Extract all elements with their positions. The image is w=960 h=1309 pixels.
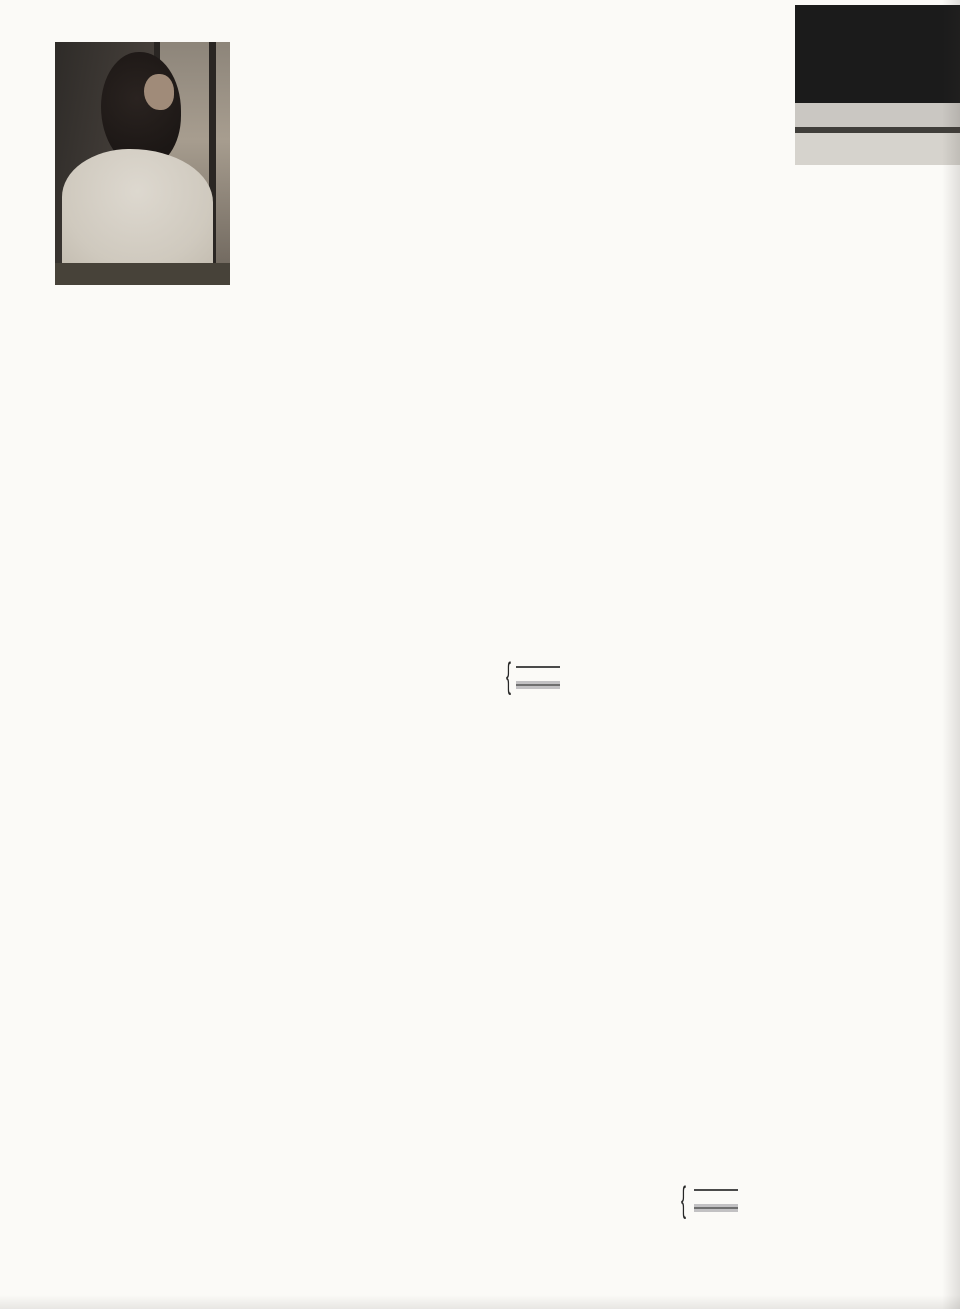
materials-column — [245, 42, 501, 45]
stripe-pattern-chart — [655, 930, 960, 1144]
motif-b-chart — [335, 700, 637, 1026]
pink-band-swatch — [694, 1204, 738, 1212]
garment-schematic-diagram — [50, 308, 422, 654]
motif-b-colorkey-natural — [516, 662, 564, 674]
stripe-colorkey-pink — [694, 1203, 742, 1215]
pink-band-swatch — [516, 681, 560, 689]
natural-line-swatch — [694, 1189, 738, 1191]
photo-model-face — [144, 74, 174, 110]
stripe-colorkey-brace: { — [681, 1180, 687, 1221]
motif-b-label — [378, 668, 386, 688]
motif-a-chart — [46, 700, 348, 1026]
stripe-colorkey-natural — [694, 1185, 742, 1197]
photo-window-sill — [55, 263, 230, 285]
motif-b-colorkey-brace: { — [506, 656, 512, 697]
yarn-name-strip — [795, 133, 960, 165]
pickup-diagram — [50, 1082, 630, 1234]
motif-a-label — [130, 658, 144, 678]
header-photo-strip — [795, 103, 960, 127]
motif-d-chart — [640, 660, 898, 866]
motif-c-label — [130, 681, 144, 701]
scan-bottom-shadow — [0, 1295, 960, 1309]
model-photo — [55, 42, 230, 285]
motif-b-colorkey-pink — [516, 680, 564, 692]
natural-line-swatch — [516, 666, 560, 668]
page-reference-box — [795, 5, 960, 103]
yoke-diagram — [398, 310, 756, 518]
scan-edge-shadow — [942, 0, 960, 1309]
